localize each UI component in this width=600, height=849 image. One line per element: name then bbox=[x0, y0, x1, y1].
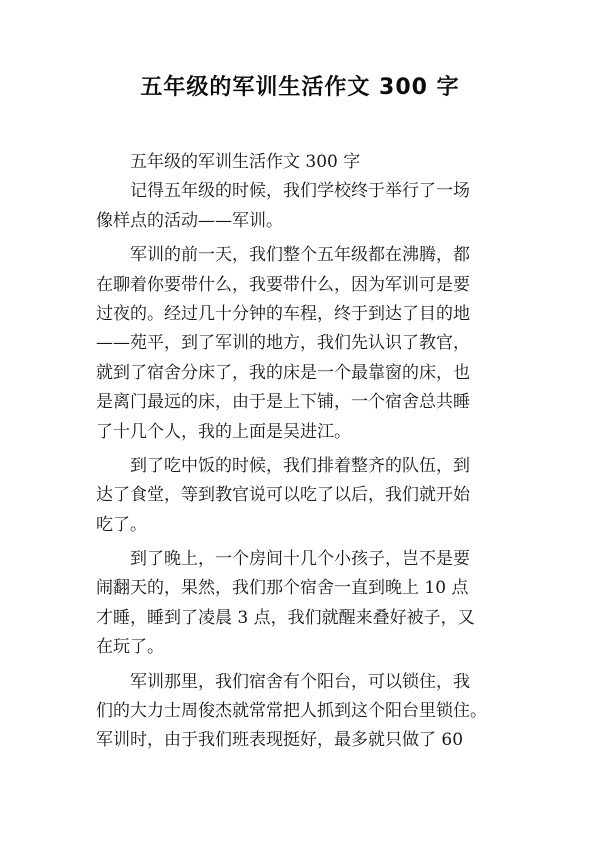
paragraph-line: 闹翻天的，果然，我们那个宿舍一直到晚上 10 点 bbox=[96, 578, 469, 599]
paragraph-line: 们的大力士周俊杰就常常把人抓到这个阳台里锁住。 bbox=[96, 701, 487, 722]
paragraph-line: 军训时，由于我们班表现挺好，最多就只做了 60 bbox=[96, 730, 464, 751]
paragraph-line: 军训的前一天，我们整个五年级都在沸腾，都 bbox=[130, 245, 470, 266]
paragraph-line: 了十几个人，我的上面是吴进江。 bbox=[96, 421, 351, 442]
paragraph-line: 吃了。 bbox=[96, 514, 147, 535]
essay-body bbox=[96, 148, 506, 756]
paragraph-line: 达了食堂，等到教官说可以吃了以后，我们就开始 bbox=[96, 485, 470, 506]
paragraph-line: 记得五年级的时候，我们学校终于举行了一场 bbox=[130, 181, 470, 202]
document-title: 五年级的军训生活作文 300 字 bbox=[140, 75, 460, 100]
paragraph-line: 在玩了。 bbox=[96, 637, 164, 658]
paragraph-line: 像样点的活动——军训。 bbox=[96, 210, 283, 231]
paragraph-line: 到了晚上，一个房间十几个小孩子，岂不是要 bbox=[130, 549, 470, 570]
paragraph-line: 才睡，睡到了凌晨 3 点，我们就醒来叠好被子，又 bbox=[96, 607, 475, 628]
paragraph-line: 是离门最远的床，由于是上下铺，一个宿舍总共睡 bbox=[96, 392, 470, 413]
paragraph-line: 就到了宿舍分床了，我的床是一个最靠窗的床，也 bbox=[96, 362, 470, 383]
paragraph-line: ——苑平，到了军训的地方，我们先认识了教官， bbox=[96, 333, 470, 354]
essay-heading-line: 五年级的军训生活作文 300 字 bbox=[130, 152, 361, 172]
paragraph-line: 军训那里，我们宿舍有个阳台，可以锁住，我 bbox=[130, 671, 470, 692]
paragraph-line: 到了吃中饭的时候，我们排着整齐的队伍，到 bbox=[130, 455, 470, 476]
paragraph-line: 过夜的。经过几十分钟的车程，终于到达了目的地 bbox=[96, 303, 470, 324]
paragraph-line: 在聊着你要带什么，我要带什么，因为军训可是要 bbox=[96, 274, 470, 295]
